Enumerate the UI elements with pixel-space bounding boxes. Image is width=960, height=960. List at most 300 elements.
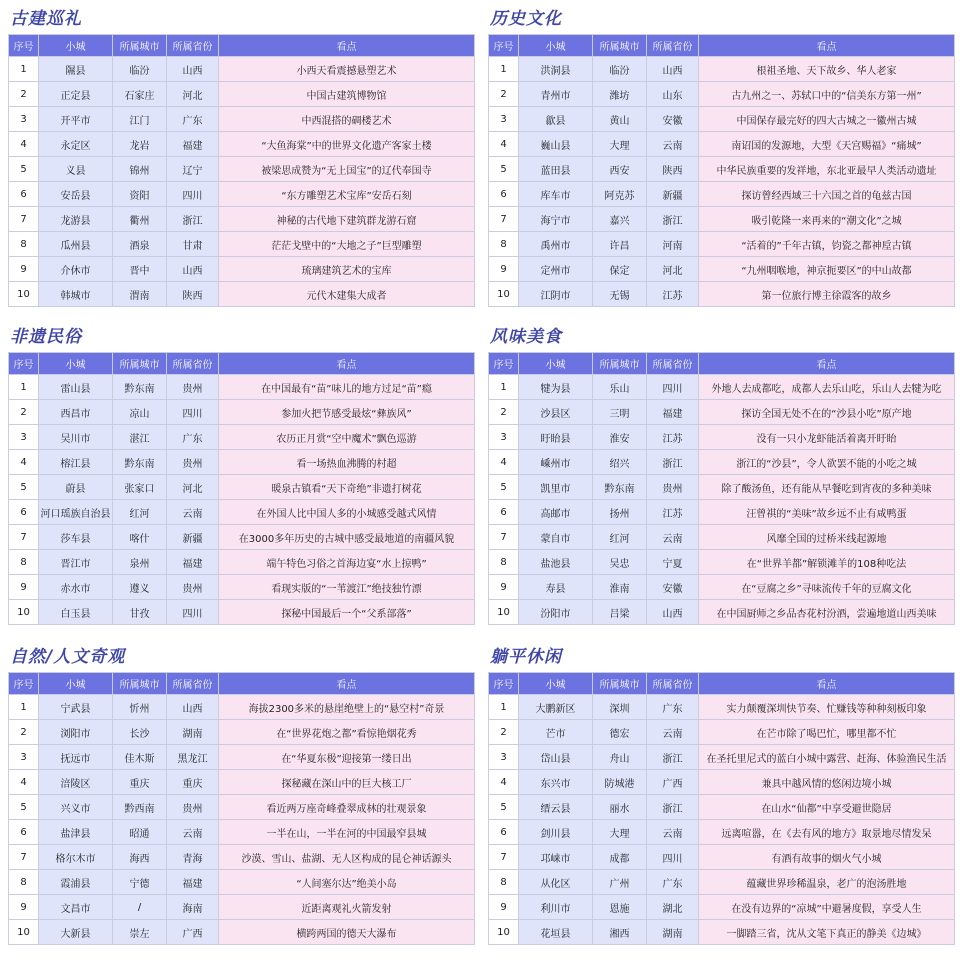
highlight-cell: 中西混搭的碉楼艺术 (219, 107, 475, 132)
province-cell: 山西 (167, 695, 219, 720)
index-header: 序号 (489, 353, 519, 375)
table-row (9, 207, 475, 232)
city-cell: 大理 (593, 132, 647, 157)
index-cell: 7 (9, 525, 39, 550)
city-cell: 潍坊 (593, 82, 647, 107)
highlight-cell: 琉璃建筑艺术的宝库 (219, 257, 475, 282)
province-cell: 四川 (647, 845, 699, 870)
index-cell: 3 (9, 107, 39, 132)
table-row (9, 745, 475, 770)
table-row (489, 182, 955, 207)
header-row (9, 35, 475, 57)
province-header: 所属省份 (167, 673, 219, 695)
province-cell: 甘肃 (167, 232, 219, 257)
index-cell: 4 (489, 770, 519, 795)
city-cell: 西安 (593, 157, 647, 182)
highlight-cell: 第一位旅行博主徐霞客的故乡 (699, 282, 955, 307)
table-row (489, 107, 955, 132)
index-cell: 10 (489, 920, 519, 945)
index-cell: 1 (9, 695, 39, 720)
history-culture-section (488, 4, 954, 307)
highlight-cell: 在“华夏东极”迎接第一缕日出 (219, 745, 475, 770)
city-cell: 黄山 (593, 107, 647, 132)
table-row (489, 400, 955, 425)
highlight-cell: 实力颠覆深圳快节奏、忙赚钱等种种刻板印象 (699, 695, 955, 720)
highlight-cell: 蕴藏世界珍稀温泉，老广的泡汤胜地 (699, 870, 955, 895)
city-cell: 甘孜 (113, 600, 167, 625)
town-cell: 岱山县 (519, 745, 593, 770)
highlight-cell: 小西天看震撼悬塑艺术 (219, 57, 475, 82)
province-cell: 云南 (167, 820, 219, 845)
city-cell: 扬州 (593, 500, 647, 525)
index-cell: 8 (9, 232, 39, 257)
index-cell: 10 (489, 282, 519, 307)
index-cell: 4 (489, 450, 519, 475)
highlight-cell: 农历正月赏“空中魔术”飘色巡游 (219, 425, 475, 450)
highlight-cell: “东方雕塑艺术宝库”安岳石刻 (219, 182, 475, 207)
index-cell: 4 (9, 132, 39, 157)
highlight-cell: 看近两万座奇峰叠翠成林的壮观景象 (219, 795, 475, 820)
province-header: 所属省份 (647, 353, 699, 375)
leisure-section (488, 642, 954, 945)
city-cell: 大理 (593, 820, 647, 845)
index-cell: 6 (9, 500, 39, 525)
index-cell: 4 (9, 770, 39, 795)
highlight-cell: 中国保存最完好的四大古城之一徽州古城 (699, 107, 955, 132)
city-cell: 丽水 (593, 795, 647, 820)
index-cell: 9 (489, 575, 519, 600)
index-cell: 5 (9, 795, 39, 820)
town-cell: 兴义市 (39, 795, 113, 820)
highlight-cell: 在芒市除了喝巴忙，哪里都不忙 (699, 720, 955, 745)
highlight-cell: 在外国人比中国人多的小城感受越式风情 (219, 500, 475, 525)
highlight-cell: 在没有边界的“凉城”中避暑度假，享受人生 (699, 895, 955, 920)
table-row (489, 745, 955, 770)
city-cell: 张家口 (113, 475, 167, 500)
province-cell: 四川 (647, 375, 699, 400)
table-row (489, 895, 955, 920)
city-cell: 佳木斯 (113, 745, 167, 770)
town-cell: 雷山县 (39, 375, 113, 400)
highlight-cell: 远离喧嚣，在《去有风的地方》取景地尽情发呆 (699, 820, 955, 845)
table-row (9, 282, 475, 307)
city-cell: 阿克苏 (593, 182, 647, 207)
city-cell: 宁德 (113, 870, 167, 895)
highlight-cell: 外地人去成都吃，成都人去乐山吃，乐山人去犍为吃 (699, 375, 955, 400)
city-cell: 资阳 (113, 182, 167, 207)
city-cell: 红河 (593, 525, 647, 550)
index-header: 序号 (9, 673, 39, 695)
header-row (9, 353, 475, 375)
town-cell: 汾阳市 (519, 600, 593, 625)
table-row (489, 57, 955, 82)
town-cell: 抚远市 (39, 745, 113, 770)
highlight-cell: 风靡全国的过桥米线起源地 (699, 525, 955, 550)
intangible-heritage-table (8, 352, 475, 625)
highlight-cell: 在中国厨师之乡品杏花村汾酒，尝遍地道山西美味 (699, 600, 955, 625)
highlight-cell: 看一场热血沸腾的村超 (219, 450, 475, 475)
table-row (9, 375, 475, 400)
index-cell: 5 (9, 475, 39, 500)
table-row (9, 132, 475, 157)
city-cell: 衢州 (113, 207, 167, 232)
province-cell: 四川 (167, 600, 219, 625)
index-cell: 2 (489, 400, 519, 425)
index-header: 序号 (489, 673, 519, 695)
index-cell: 1 (489, 695, 519, 720)
table-row (9, 770, 475, 795)
index-cell: 8 (9, 550, 39, 575)
table-row (9, 500, 475, 525)
table-row (9, 695, 475, 720)
city-cell: 无锡 (593, 282, 647, 307)
highlight-cell: 在“世界羊都”解锁滩羊的108种吃法 (699, 550, 955, 575)
province-cell: 黑龙江 (167, 745, 219, 770)
city-cell: 长沙 (113, 720, 167, 745)
section-title: 古建巡礼 (10, 9, 82, 29)
table-row (9, 157, 475, 182)
highlight-header: 看点 (699, 673, 955, 695)
table-row (489, 845, 955, 870)
highlight-cell: 探秘中国最后一个“父系部落” (219, 600, 475, 625)
table-row (489, 282, 955, 307)
highlight-cell: 南诏国的发源地，大型《天宫赐福》“痛城” (699, 132, 955, 157)
index-cell: 10 (9, 600, 39, 625)
section-title: 非遗民俗 (10, 327, 82, 347)
province-cell: 湖北 (647, 895, 699, 920)
table-row (9, 232, 475, 257)
index-cell: 10 (489, 600, 519, 625)
local-food-section (488, 322, 954, 625)
town-cell: 巍山县 (519, 132, 593, 157)
province-cell: 新疆 (647, 182, 699, 207)
index-cell: 3 (489, 425, 519, 450)
highlight-cell: 近距离观礼火箭发射 (219, 895, 475, 920)
town-cell: 缙云县 (519, 795, 593, 820)
table-row (489, 820, 955, 845)
highlight-cell: 中华民族重要的发祥地，东北亚最早人类活动遗址 (699, 157, 955, 182)
highlight-cell: 横跨两国的德天大瀑布 (219, 920, 475, 945)
index-cell: 2 (9, 720, 39, 745)
index-cell: 6 (489, 820, 519, 845)
table-row (489, 920, 955, 945)
highlight-cell: 探访曾经西域三十六国之首的龟兹古国 (699, 182, 955, 207)
province-header: 所属省份 (647, 35, 699, 57)
province-cell: 江苏 (647, 425, 699, 450)
highlight-cell: 中国古建筑博物馆 (219, 82, 475, 107)
header-row (489, 353, 955, 375)
town-cell: 歙县 (519, 107, 593, 132)
province-cell: 河南 (647, 232, 699, 257)
table-row (9, 795, 475, 820)
highlight-cell: 汪曾祺的“美味”故乡远不止有咸鸭蛋 (699, 500, 955, 525)
town-header: 小城 (519, 35, 593, 57)
highlight-cell: 被梁思成赞为“无上国宝”的辽代奉国寺 (219, 157, 475, 182)
province-cell: 新疆 (167, 525, 219, 550)
town-cell: 库车市 (519, 182, 593, 207)
index-cell: 6 (9, 182, 39, 207)
town-cell: 定州市 (519, 257, 593, 282)
city-header: 所属城市 (113, 673, 167, 695)
index-cell: 5 (489, 475, 519, 500)
highlight-cell: 暖泉古镇看“天下奇绝”非遗打树花 (219, 475, 475, 500)
index-cell: 3 (489, 745, 519, 770)
province-cell: 福建 (647, 400, 699, 425)
natural-wonders-table (8, 672, 475, 945)
town-cell: 河口瑶族自治县 (39, 500, 113, 525)
town-cell: 文昌市 (39, 895, 113, 920)
table-row (489, 695, 955, 720)
index-cell: 10 (9, 920, 39, 945)
city-cell: 海西 (113, 845, 167, 870)
city-cell: 昭通 (113, 820, 167, 845)
table-row (489, 157, 955, 182)
province-cell: 贵州 (167, 575, 219, 600)
province-cell: 福建 (167, 870, 219, 895)
natural-wonders-section (8, 642, 474, 945)
town-cell: 晋江市 (39, 550, 113, 575)
town-header: 小城 (39, 673, 113, 695)
province-cell: 河北 (167, 82, 219, 107)
province-cell: 四川 (167, 400, 219, 425)
province-cell: 广西 (647, 770, 699, 795)
town-cell: 邛崃市 (519, 845, 593, 870)
town-cell: 龙游县 (39, 207, 113, 232)
city-header: 所属城市 (113, 353, 167, 375)
highlight-cell: 有酒有故事的烟火气小城 (699, 845, 955, 870)
city-header: 所属城市 (593, 353, 647, 375)
province-cell: 重庆 (167, 770, 219, 795)
header-row (489, 673, 955, 695)
town-cell: 隰县 (39, 57, 113, 82)
index-cell: 9 (9, 895, 39, 920)
province-cell: 山西 (647, 57, 699, 82)
table-row (489, 600, 955, 625)
index-cell: 5 (489, 157, 519, 182)
highlight-cell: 根祖圣地、天下故乡、华人老家 (699, 57, 955, 82)
index-cell: 6 (9, 820, 39, 845)
highlight-cell: 端午特色习俗之首海边宴“水上掠鸭” (219, 550, 475, 575)
highlight-cell: 浙江的“沙县”，令人欲罢不能的小吃之城 (699, 450, 955, 475)
city-cell: 忻州 (113, 695, 167, 720)
town-cell: 霞浦县 (39, 870, 113, 895)
highlight-header: 看点 (219, 673, 475, 695)
table-row (9, 870, 475, 895)
town-cell: 蔚县 (39, 475, 113, 500)
city-cell: 黔东南 (113, 450, 167, 475)
table-row (9, 57, 475, 82)
province-cell: 浙江 (647, 450, 699, 475)
index-header: 序号 (9, 35, 39, 57)
city-cell: 防城港 (593, 770, 647, 795)
city-cell: 遵义 (113, 575, 167, 600)
town-cell: 瓜州县 (39, 232, 113, 257)
table-row (489, 575, 955, 600)
province-header: 所属省份 (647, 673, 699, 695)
city-cell: 德宏 (593, 720, 647, 745)
province-cell: 河北 (167, 475, 219, 500)
table-row (9, 575, 475, 600)
index-cell: 8 (9, 870, 39, 895)
index-cell: 7 (9, 207, 39, 232)
town-cell: 蒙自市 (519, 525, 593, 550)
town-cell: 沙县区 (519, 400, 593, 425)
province-cell: 山东 (647, 82, 699, 107)
province-cell: 江苏 (647, 500, 699, 525)
city-cell: 舟山 (593, 745, 647, 770)
highlight-cell: 在“豆腐之乡”寻味流传千年的豆腐文化 (699, 575, 955, 600)
city-cell: 恩施 (593, 895, 647, 920)
city-cell: 许昌 (593, 232, 647, 257)
index-cell: 6 (489, 500, 519, 525)
table-row (489, 720, 955, 745)
table-row (9, 920, 475, 945)
town-cell: 涪陵区 (39, 770, 113, 795)
table-row (489, 795, 955, 820)
province-cell: 云南 (647, 525, 699, 550)
province-header: 所属省份 (167, 35, 219, 57)
province-cell: 广东 (167, 107, 219, 132)
town-cell: 高邮市 (519, 500, 593, 525)
highlight-cell: 沙漠、雪山、盐湖、无人区构成的昆仑神话源头 (219, 845, 475, 870)
index-cell: 7 (9, 845, 39, 870)
province-header: 所属省份 (167, 353, 219, 375)
province-cell: 四川 (167, 182, 219, 207)
index-cell: 6 (489, 182, 519, 207)
section-title: 躺平休闲 (490, 647, 562, 667)
city-cell: 淮南 (593, 575, 647, 600)
province-cell: 河北 (647, 257, 699, 282)
province-cell: 广东 (647, 695, 699, 720)
town-cell: 白玉县 (39, 600, 113, 625)
city-cell: 湛江 (113, 425, 167, 450)
index-cell: 10 (9, 282, 39, 307)
section-title: 自然/人文奇观 (10, 647, 126, 667)
town-cell: 从化区 (519, 870, 593, 895)
table-row (9, 82, 475, 107)
highlight-header: 看点 (219, 35, 475, 57)
province-cell: 山西 (167, 57, 219, 82)
city-cell: 江门 (113, 107, 167, 132)
province-cell: 辽宁 (167, 157, 219, 182)
province-cell: 福建 (167, 550, 219, 575)
province-cell: 海南 (167, 895, 219, 920)
highlight-cell: “人间塞尔达”绝美小岛 (219, 870, 475, 895)
table-row (489, 207, 955, 232)
town-header: 小城 (39, 353, 113, 375)
index-cell: 8 (489, 550, 519, 575)
section-title: 历史文化 (490, 9, 562, 29)
city-cell: 三明 (593, 400, 647, 425)
town-cell: 莎车县 (39, 525, 113, 550)
city-cell: 嘉兴 (593, 207, 647, 232)
table-row (9, 600, 475, 625)
table-row (9, 400, 475, 425)
highlight-cell: 在山水“仙都”中享受避世隐居 (699, 795, 955, 820)
highlight-cell: 元代木建集大成者 (219, 282, 475, 307)
town-cell: 吴川市 (39, 425, 113, 450)
table-row (9, 475, 475, 500)
city-cell: 黔西南 (113, 795, 167, 820)
table-row (9, 525, 475, 550)
province-cell: 宁夏 (647, 550, 699, 575)
province-cell: 云南 (647, 132, 699, 157)
table-row (489, 82, 955, 107)
table-row (9, 257, 475, 282)
index-cell: 9 (9, 257, 39, 282)
index-cell: 4 (489, 132, 519, 157)
city-cell: 渭南 (113, 282, 167, 307)
town-cell: 永定区 (39, 132, 113, 157)
town-cell: 芒市 (519, 720, 593, 745)
highlight-cell: 神秘的古代地下建筑群龙游石窟 (219, 207, 475, 232)
province-cell: 陕西 (167, 282, 219, 307)
province-cell: 浙江 (167, 207, 219, 232)
town-cell: 犍为县 (519, 375, 593, 400)
province-cell: 云南 (647, 720, 699, 745)
city-cell: 深圳 (593, 695, 647, 720)
province-cell: 贵州 (167, 795, 219, 820)
index-cell: 5 (9, 157, 39, 182)
province-cell: 广东 (167, 425, 219, 450)
table-row (9, 425, 475, 450)
highlight-cell: 古九州之一、苏轼口中的“信美东方第一州” (699, 82, 955, 107)
city-cell: 临汾 (593, 57, 647, 82)
highlight-cell: 一半在山，一半在河的中国最窄县城 (219, 820, 475, 845)
local-food-table (488, 352, 955, 625)
province-cell: 青海 (167, 845, 219, 870)
table-row (489, 257, 955, 282)
province-cell: 云南 (647, 820, 699, 845)
city-cell: 红河 (113, 500, 167, 525)
highlight-cell: “九州咽喉地，神京扼要区”的中山故都 (699, 257, 955, 282)
province-cell: 安徽 (647, 575, 699, 600)
ancient-architecture-section (8, 4, 474, 307)
town-cell: 韩城市 (39, 282, 113, 307)
town-cell: 盐池县 (519, 550, 593, 575)
table-row (9, 450, 475, 475)
town-cell: 正定县 (39, 82, 113, 107)
table-row (9, 720, 475, 745)
city-cell: 湘西 (593, 920, 647, 945)
table-row (489, 375, 955, 400)
city-cell: 吴忠 (593, 550, 647, 575)
table-row (9, 820, 475, 845)
town-cell: 寿县 (519, 575, 593, 600)
table-row (9, 895, 475, 920)
index-cell: 9 (489, 257, 519, 282)
index-cell: 2 (9, 82, 39, 107)
leisure-table (488, 672, 955, 945)
town-cell: 开平市 (39, 107, 113, 132)
ancient-architecture-table (8, 34, 475, 307)
province-cell: 浙江 (647, 795, 699, 820)
province-cell: 陕西 (647, 157, 699, 182)
index-cell: 5 (489, 795, 519, 820)
index-header: 序号 (9, 353, 39, 375)
index-cell: 7 (489, 207, 519, 232)
highlight-cell: 吸引乾隆一来再来的“潮文化”之城 (699, 207, 955, 232)
highlight-cell: 在3000多年历史的古城中感受最地道的南疆风貌 (219, 525, 475, 550)
index-cell: 8 (489, 870, 519, 895)
town-header: 小城 (39, 35, 113, 57)
province-cell: 贵州 (167, 375, 219, 400)
city-cell: 保定 (593, 257, 647, 282)
index-cell: 3 (9, 425, 39, 450)
table-row (9, 107, 475, 132)
index-cell: 2 (489, 720, 519, 745)
city-cell: 绍兴 (593, 450, 647, 475)
